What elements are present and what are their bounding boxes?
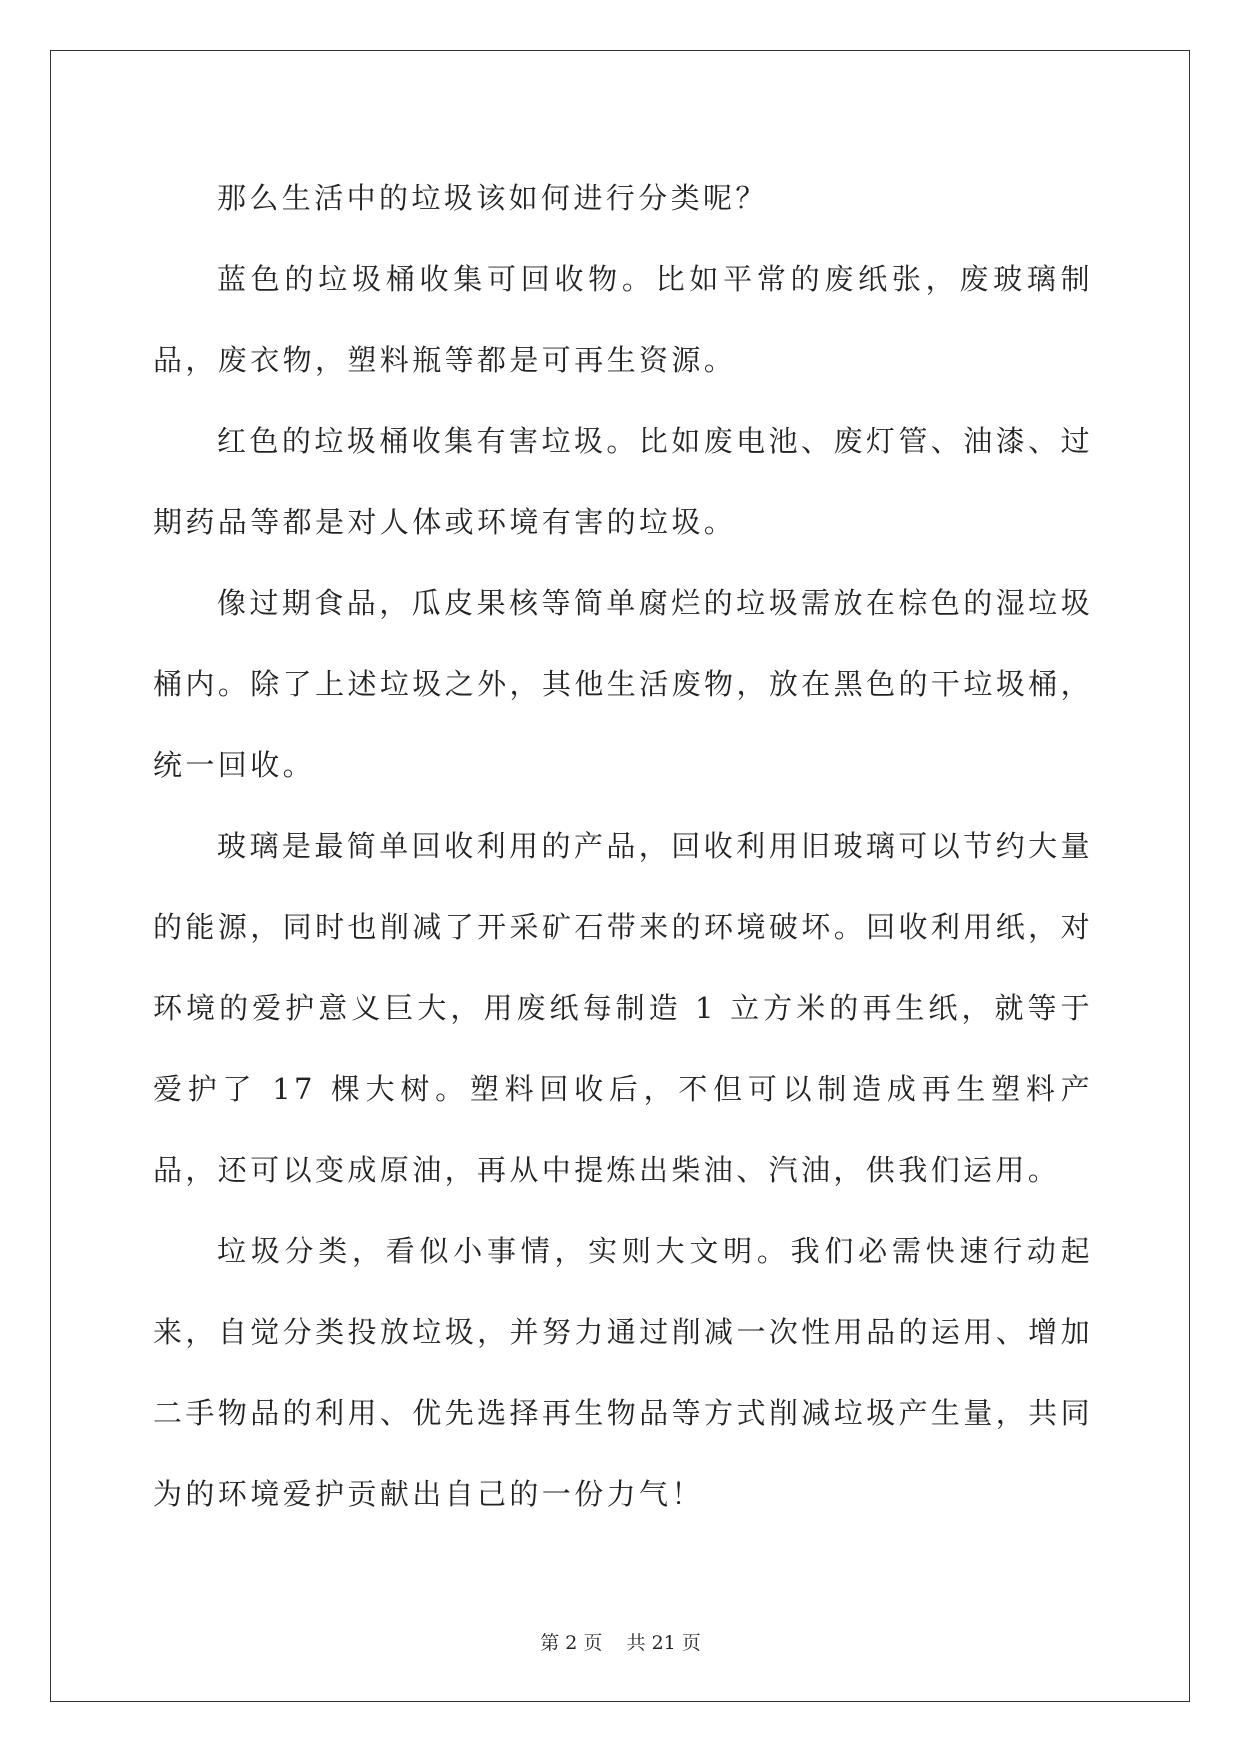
page-footer: [0, 1628, 1241, 1655]
paragraph: 玻璃是最简单回收利用的产品，回收利用旧玻璃可以节约大量的能源，同时也削减了开采矿石带来的环境破坏。回收利用纸，对环境的爱护意义巨大，用废纸每制造 1 立方米的再生纸，就等于爱护了 17 棵大树。塑料回收后，不但可以制造成再生塑料产品，还可以变成原油，再从中提炼出柴油、汽油，供我们运用。: [153, 829, 1093, 1187]
paragraph: 垃圾分类，看似小事情，实则大文明。我们必需快速行动起来，自觉分类投放垃圾，并努力通过削减一次性用品的运用、增加二手物品的利用、优先选择再生物品等方式削减垃圾产生量，共同为的环境爱护贡献出自己的一份力气！: [153, 1234, 1093, 1511]
document-body: [153, 158, 1093, 1535]
paragraph: 蓝色的垃圾桶收集可回收物。比如平常的废纸张，废玻璃制品，废衣物，塑料瓶等都是可再生资源。: [153, 262, 1093, 377]
paragraph: 那么生活中的垃圾该如何进行分类呢？: [217, 181, 768, 215]
paragraph: 红色的垃圾桶收集有害垃圾。比如废电池、废灯管、油漆、过期药品等都是对人体或环境有害的垃圾。: [153, 424, 1093, 539]
page-total: 共 21 页: [626, 1632, 701, 1654]
paragraph: 像过期食品，瓜皮果核等简单腐烂的垃圾需放在棕色的湿垃圾桶内。除了上述垃圾之外，其他生活废物，放在黑色的干垃圾桶，统一回收。: [153, 586, 1093, 782]
page-number: 第 2 页: [540, 1632, 603, 1654]
